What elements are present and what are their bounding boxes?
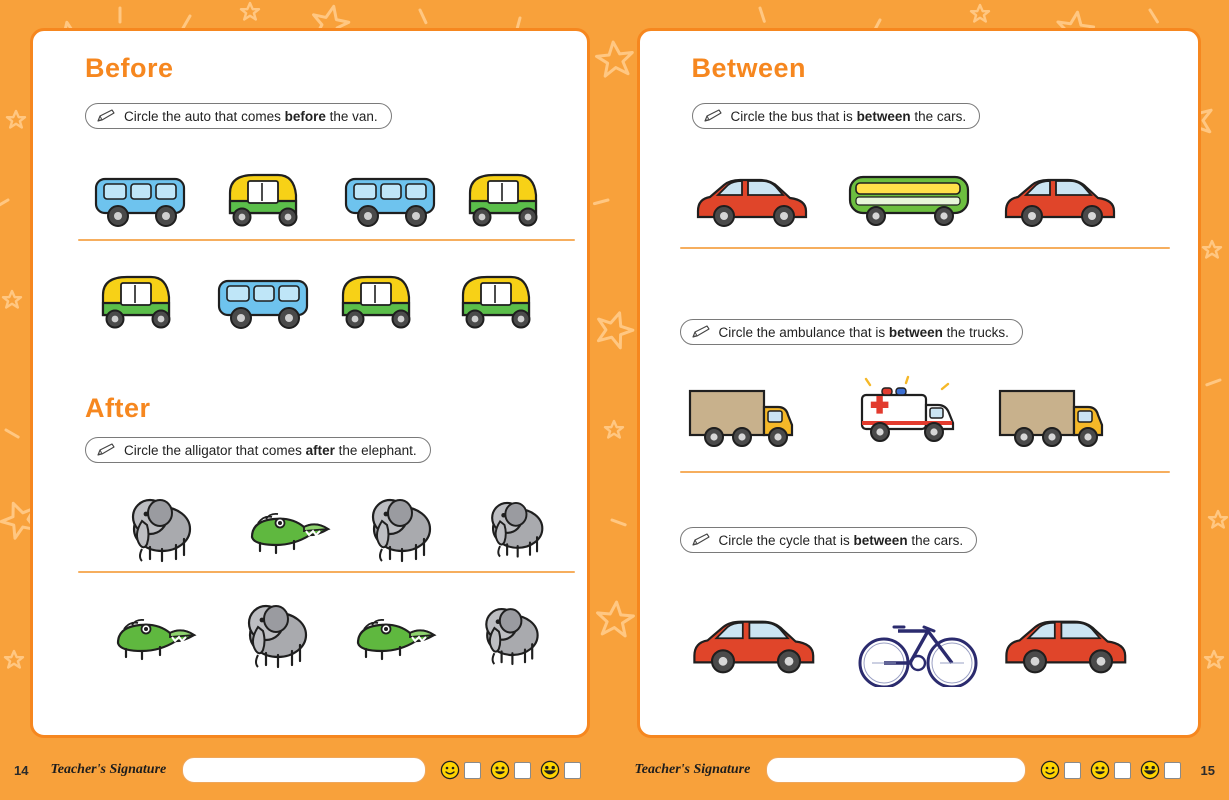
instruction-text-bold: between xyxy=(888,324,943,340)
smiley-checkbox[interactable] xyxy=(464,762,481,779)
smiley-checkbox[interactable] xyxy=(1064,762,1081,779)
instruction-between-trucks-ambulance xyxy=(680,319,1023,345)
elephant xyxy=(373,500,430,561)
instruction-text-prefix: Circle the bus that is xyxy=(730,108,857,124)
instruction-text-prefix: Circle the alligator that comes xyxy=(124,442,306,458)
smiley-checkbox[interactable] xyxy=(514,762,531,779)
van-blue xyxy=(346,179,434,226)
instruction-text-suffix: the trucks. xyxy=(942,324,1009,340)
smiley-icon xyxy=(490,760,510,780)
smiley-option[interactable] xyxy=(540,760,581,780)
smiley-icon xyxy=(1140,760,1160,780)
instruction-text-prefix: Circle the auto that comes xyxy=(124,108,285,124)
footer-right xyxy=(605,740,1229,800)
smiley-icon xyxy=(540,760,560,780)
instruction-text-bold: between xyxy=(856,108,911,124)
bus-green xyxy=(850,177,968,225)
section-title-between: Between xyxy=(691,53,807,83)
pencil-icon xyxy=(690,324,712,340)
between-row-2 xyxy=(676,371,1196,461)
smiley-rating-right xyxy=(1026,760,1195,780)
auto-rickshaw-yellow-green xyxy=(343,277,410,328)
signature-line-right[interactable] xyxy=(766,757,1025,783)
smiley-option[interactable] xyxy=(1040,760,1081,780)
auto-rickshaw-yellow-green xyxy=(463,277,530,328)
after-row-2 xyxy=(78,589,568,679)
auto-rickshaw-yellow-green xyxy=(470,175,537,226)
left-page-sheet xyxy=(30,28,590,738)
instruction-text-suffix: the elephant. xyxy=(334,442,417,458)
elephant xyxy=(486,609,537,664)
instruction-text-bold: after xyxy=(305,442,335,458)
smiley-icon xyxy=(440,760,460,780)
pencil-icon xyxy=(702,108,724,124)
section-title-before: Before xyxy=(85,53,174,83)
elephant xyxy=(133,500,190,561)
section-title-after: After xyxy=(85,393,151,423)
smiley-rating-left xyxy=(426,760,595,780)
car-red xyxy=(1006,622,1125,673)
before-row-2 xyxy=(71,263,561,343)
row-divider xyxy=(680,247,1170,249)
right-page-sheet xyxy=(637,28,1202,738)
instruction-text-suffix: the van. xyxy=(325,108,378,124)
page-number-right: 15 xyxy=(1200,762,1215,778)
instruction-between-cars-bus xyxy=(692,103,981,129)
instruction-between-cars-cycle xyxy=(680,527,978,553)
ambulance xyxy=(862,377,953,441)
instruction-text-suffix: the cars. xyxy=(907,532,964,548)
smiley-icon xyxy=(1090,760,1110,780)
smiley-checkbox[interactable] xyxy=(1164,762,1181,779)
auto-rickshaw-yellow-green xyxy=(230,175,297,226)
instruction-before xyxy=(85,103,392,129)
before-row-1 xyxy=(78,161,568,241)
alligator xyxy=(252,514,328,553)
signature-label-right: Teacher's Signature xyxy=(634,762,751,777)
bicycle xyxy=(860,627,976,687)
pencil-icon xyxy=(95,442,117,458)
between-row-1 xyxy=(680,157,1200,237)
truck-tan xyxy=(690,391,792,446)
footer-left xyxy=(0,740,605,800)
smiley-option[interactable] xyxy=(1090,760,1131,780)
pencil-icon xyxy=(690,532,712,548)
alligator xyxy=(118,620,194,659)
elephant xyxy=(249,606,306,667)
auto-rickshaw-yellow-green xyxy=(103,277,170,328)
smiley-option[interactable] xyxy=(490,760,531,780)
instruction-text-bold: between xyxy=(853,532,908,548)
smiley-icon xyxy=(1040,760,1060,780)
signature-label-left: Teacher's Signature xyxy=(50,762,167,777)
car-red xyxy=(694,622,813,673)
smiley-option[interactable] xyxy=(1140,760,1181,780)
instruction-text-suffix: the cars. xyxy=(910,108,967,124)
elephant xyxy=(492,503,542,557)
van-blue xyxy=(96,179,184,226)
pencil-icon xyxy=(95,108,117,124)
alligator xyxy=(358,620,434,659)
footer-bar xyxy=(0,740,1229,800)
between-row-3 xyxy=(676,587,1196,687)
instruction-text-prefix: Circle the ambulance that is xyxy=(718,324,889,340)
after-row-1 xyxy=(78,483,568,573)
smiley-option[interactable] xyxy=(440,760,481,780)
smiley-checkbox[interactable] xyxy=(564,762,581,779)
row-divider xyxy=(78,571,575,573)
row-divider xyxy=(680,471,1170,473)
page-number-left: 14 xyxy=(14,762,29,778)
instruction-after xyxy=(85,437,431,463)
right-page xyxy=(615,0,1229,800)
smiley-checkbox[interactable] xyxy=(1114,762,1131,779)
car-red xyxy=(1006,180,1114,226)
truck-tan xyxy=(1000,391,1102,446)
instruction-text-prefix: Circle the cycle that is xyxy=(718,532,854,548)
signature-line-left[interactable] xyxy=(182,757,425,783)
row-divider xyxy=(78,239,575,241)
van-blue xyxy=(219,281,307,328)
instruction-text-bold: before xyxy=(284,108,326,124)
car-red xyxy=(698,180,806,226)
